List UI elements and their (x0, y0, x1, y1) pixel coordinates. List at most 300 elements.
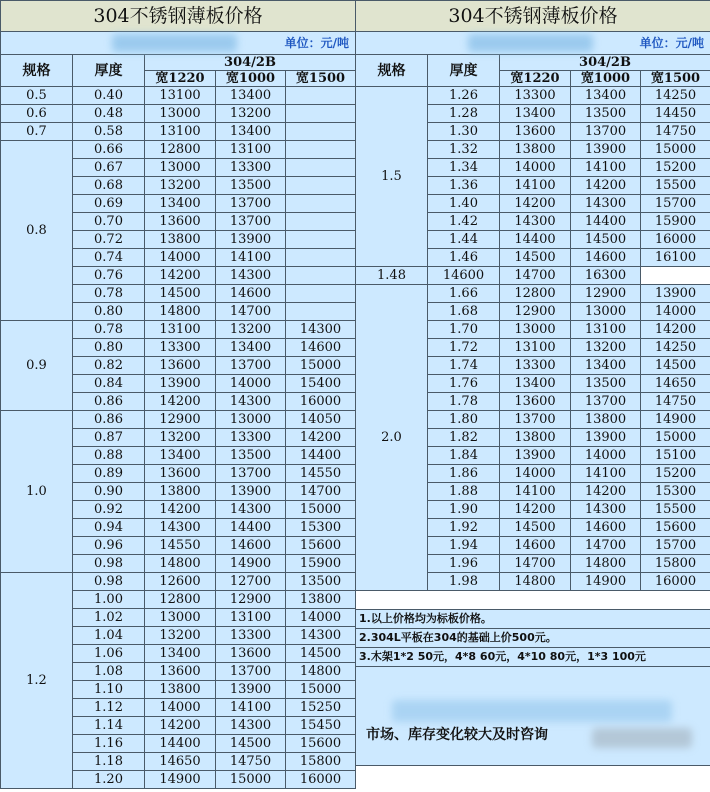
price-1500-cell (286, 123, 356, 141)
price-1000-cell: 13300 (216, 159, 286, 177)
price-1500-cell: 15600 (286, 537, 356, 555)
thickness-cell: 0.96 (73, 537, 145, 555)
price-1000-cell: 13200 (216, 321, 286, 339)
price-1500-cell: 15100 (641, 447, 710, 465)
price-1000-cell: 13700 (216, 357, 286, 375)
price-1500-cell: 14650 (641, 375, 710, 393)
spec-cell: 1.5 (356, 87, 428, 267)
price-1000-cell: 13100 (216, 609, 286, 627)
thickness-cell: 0.78 (73, 285, 145, 303)
price-1000-cell: 13700 (216, 663, 286, 681)
price-1500-cell: 15800 (286, 753, 356, 771)
thickness-cell: 0.69 (73, 195, 145, 213)
price-1500-cell: 14600 (286, 339, 356, 357)
price-1500-cell: 14550 (286, 465, 356, 483)
thickness-cell: 1.84 (428, 447, 500, 465)
price-1500-cell (286, 177, 356, 195)
price-1000-cell: 13200 (216, 105, 286, 123)
price-1220-cell: 14200 (145, 717, 216, 735)
price-1500-cell (286, 105, 356, 123)
price-1220-cell: 14600 (428, 267, 500, 285)
price-1500-cell: 15900 (286, 555, 356, 573)
thickness-cell: 0.58 (73, 123, 145, 141)
price-1500-cell: 14500 (286, 645, 356, 663)
price-1000-cell: 13000 (571, 303, 641, 321)
thickness-cell: 1.18 (73, 753, 145, 771)
price-1220-cell: 14500 (500, 249, 571, 267)
price-1000-cell: 13500 (216, 447, 286, 465)
header-grade: 304/2B (145, 55, 356, 71)
thickness-cell: 1.40 (428, 195, 500, 213)
price-1220-cell: 14100 (500, 177, 571, 195)
thickness-cell: 1.78 (428, 393, 500, 411)
price-1220-cell: 12800 (145, 591, 216, 609)
header-width-w1: 宽1220 (145, 71, 216, 87)
table-row (1, 573, 356, 591)
price-1500-cell: 14800 (286, 663, 356, 681)
thickness-cell: 1.02 (73, 609, 145, 627)
price-1500-cell: 13800 (286, 591, 356, 609)
thickness-cell: 0.74 (73, 249, 145, 267)
spec-cell: 0.6 (1, 105, 73, 123)
thickness-cell: 0.84 (73, 375, 145, 393)
price-1220-cell: 14700 (500, 555, 571, 573)
header-spec: 规格 (1, 55, 73, 87)
price-1220-cell: 13400 (145, 195, 216, 213)
price-1000-cell: 14600 (216, 285, 286, 303)
price-1220-cell: 13300 (500, 357, 571, 375)
price-1000-cell: 14800 (571, 555, 641, 573)
price-1500-cell: 14750 (641, 123, 710, 141)
price-1220-cell: 14800 (145, 303, 216, 321)
price-1220-cell: 13200 (145, 177, 216, 195)
price-1220-cell: 14000 (500, 465, 571, 483)
price-1000-cell: 13500 (216, 177, 286, 195)
table-title: 304不锈钢薄板价格 (1, 1, 356, 32)
table-row (1, 105, 356, 123)
table-row (1, 411, 356, 429)
price-1500-cell: 14200 (286, 429, 356, 447)
header-width-w1: 宽1220 (500, 71, 571, 87)
price-1220-cell: 13300 (500, 87, 571, 105)
price-1220-cell: 13100 (145, 321, 216, 339)
table-row (356, 267, 710, 285)
price-1220-cell: 13900 (500, 447, 571, 465)
price-1000-cell: 13400 (571, 87, 641, 105)
price-1000-cell: 13500 (571, 105, 641, 123)
price-1500-cell: 15900 (641, 213, 710, 231)
price-1000-cell: 13900 (216, 681, 286, 699)
thickness-cell: 1.04 (73, 627, 145, 645)
price-1220-cell: 13200 (145, 627, 216, 645)
price-1220-cell: 12800 (145, 141, 216, 159)
price-1000-cell: 14600 (571, 519, 641, 537)
thickness-cell: 1.34 (428, 159, 500, 177)
thickness-cell: 0.98 (73, 573, 145, 591)
price-1220-cell: 13400 (500, 375, 571, 393)
price-1000-cell: 14100 (216, 249, 286, 267)
blurred-contact-right (468, 34, 593, 52)
price-1000-cell: 13900 (216, 231, 286, 249)
thickness-cell: 1.14 (73, 717, 145, 735)
left-price-table (0, 0, 356, 789)
price-1220-cell: 14000 (145, 249, 216, 267)
header-width-w3: 宽1500 (286, 71, 356, 87)
price-1220-cell: 13400 (145, 447, 216, 465)
price-1500-cell: 15700 (641, 537, 710, 555)
price-1000-cell: 13700 (216, 195, 286, 213)
thickness-cell: 1.16 (73, 735, 145, 753)
thickness-cell: 0.89 (73, 465, 145, 483)
thickness-cell: 1.70 (428, 321, 500, 339)
price-1220-cell: 12800 (500, 285, 571, 303)
price-1220-cell: 13200 (145, 429, 216, 447)
thickness-cell: 1.68 (428, 303, 500, 321)
price-1500-cell (286, 303, 356, 321)
thickness-cell: 0.86 (73, 411, 145, 429)
thickness-cell: 0.92 (73, 501, 145, 519)
price-1500-cell: 14900 (641, 411, 710, 429)
price-1220-cell: 14200 (145, 393, 216, 411)
price-1500-cell: 13500 (286, 573, 356, 591)
price-1000-cell: 14500 (216, 735, 286, 753)
price-1220-cell: 13600 (145, 357, 216, 375)
price-1500-cell: 15300 (286, 519, 356, 537)
thickness-cell: 0.68 (73, 177, 145, 195)
price-1220-cell: 13600 (145, 663, 216, 681)
price-1500-cell (286, 231, 356, 249)
price-1220-cell: 14500 (145, 285, 216, 303)
price-1500-cell (286, 249, 356, 267)
price-1220-cell: 13400 (145, 645, 216, 663)
price-1000-cell: 13000 (216, 411, 286, 429)
price-1220-cell: 14200 (145, 267, 216, 285)
price-1000-cell: 14400 (216, 519, 286, 537)
price-1220-cell: 14400 (145, 735, 216, 753)
price-1000-cell: 14000 (571, 447, 641, 465)
thickness-cell: 0.80 (73, 303, 145, 321)
price-1220-cell: 14300 (145, 519, 216, 537)
price-1500-cell (286, 285, 356, 303)
price-1000-cell: 13500 (571, 375, 641, 393)
price-1220-cell: 13000 (500, 321, 571, 339)
header-thickness: 厚度 (428, 55, 500, 87)
note-1: 1.以上价格均为标板价格。 (356, 610, 710, 629)
price-1000-cell: 14300 (571, 501, 641, 519)
price-1500-cell: 15250 (286, 699, 356, 717)
price-1220-cell: 12900 (145, 411, 216, 429)
thickness-cell: 1.36 (428, 177, 500, 195)
price-1220-cell: 13100 (500, 339, 571, 357)
price-1220-cell: 13800 (145, 483, 216, 501)
note-2: 2.304L平板在304的基础上价500元。 (356, 629, 710, 648)
price-1220-cell: 13100 (145, 123, 216, 141)
price-1000-cell: 13300 (216, 429, 286, 447)
price-1000-cell: 14600 (216, 537, 286, 555)
price-1000-cell: 12900 (571, 285, 641, 303)
price-1500-cell: 13900 (641, 285, 710, 303)
price-1500-cell: 15600 (286, 735, 356, 753)
price-1220-cell: 14500 (500, 519, 571, 537)
price-1000-cell: 13400 (216, 339, 286, 357)
spec-cell: 0.7 (1, 123, 73, 141)
price-1000-cell: 14700 (500, 267, 571, 285)
price-1500-cell: 16000 (641, 231, 710, 249)
price-1500-cell: 14300 (286, 627, 356, 645)
price-1000-cell: 13700 (216, 213, 286, 231)
price-1500-cell: 15700 (641, 195, 710, 213)
spec-cell: 0.8 (1, 141, 73, 321)
header-grade: 304/2B (500, 55, 710, 71)
price-1000-cell: 14100 (571, 159, 641, 177)
price-1000-cell: 14500 (571, 231, 641, 249)
thickness-cell: 1.92 (428, 519, 500, 537)
price-1000-cell: 13400 (216, 123, 286, 141)
price-1220-cell: 13900 (145, 375, 216, 393)
table-title: 304不锈钢薄板价格 (356, 1, 710, 32)
thickness-cell: 1.08 (73, 663, 145, 681)
price-1500-cell: 15800 (641, 555, 710, 573)
thickness-cell: 1.30 (428, 123, 500, 141)
blurred-contact-banner (392, 700, 672, 722)
price-1000-cell: 14300 (216, 501, 286, 519)
price-1220-cell: 13600 (500, 123, 571, 141)
price-1220-cell: 13600 (145, 465, 216, 483)
price-1000-cell: 14300 (216, 393, 286, 411)
price-1500-cell: 16300 (571, 267, 641, 285)
price-1220-cell: 13800 (500, 141, 571, 159)
thickness-cell: 0.48 (73, 105, 145, 123)
unit-label: 单位：元/吨 (356, 32, 710, 55)
right-price-table (355, 0, 710, 766)
price-1000-cell: 14400 (571, 213, 641, 231)
thickness-cell: 1.90 (428, 501, 500, 519)
spec-cell: 2.0 (356, 285, 428, 591)
price-1000-cell: 12700 (216, 573, 286, 591)
price-1220-cell: 13600 (145, 213, 216, 231)
price-1000-cell: 15000 (216, 771, 286, 789)
spec-cell: 1.0 (1, 411, 73, 573)
thickness-cell: 1.48 (356, 267, 428, 285)
price-1500-cell: 15000 (286, 501, 356, 519)
price-1500-cell: 14000 (286, 609, 356, 627)
price-1500-cell: 15500 (641, 501, 710, 519)
price-1500-cell (286, 213, 356, 231)
thickness-cell: 1.94 (428, 537, 500, 555)
spec-cell: 0.9 (1, 321, 73, 411)
spec-cell: 0.5 (1, 87, 73, 105)
price-1000-cell: 14000 (216, 375, 286, 393)
thickness-cell: 1.32 (428, 141, 500, 159)
price-1220-cell: 14200 (500, 501, 571, 519)
price-1000-cell: 13200 (571, 339, 641, 357)
price-1000-cell: 14200 (571, 177, 641, 195)
price-1000-cell: 13400 (571, 357, 641, 375)
price-1500-cell (286, 195, 356, 213)
price-1220-cell: 13000 (145, 105, 216, 123)
price-1000-cell: 13900 (571, 141, 641, 159)
thickness-cell: 1.28 (428, 105, 500, 123)
price-1500-cell: 15200 (641, 159, 710, 177)
table-row (1, 87, 356, 105)
price-1500-cell: 15000 (286, 681, 356, 699)
thickness-cell: 0.82 (73, 357, 145, 375)
price-1220-cell: 13700 (500, 411, 571, 429)
price-1000-cell: 13700 (571, 393, 641, 411)
thickness-cell: 0.90 (73, 483, 145, 501)
thickness-cell: 0.94 (73, 519, 145, 537)
price-1220-cell: 14200 (500, 195, 571, 213)
thickness-cell: 0.76 (73, 267, 145, 285)
thickness-cell: 1.98 (428, 573, 500, 591)
price-1000-cell: 14100 (216, 699, 286, 717)
price-1500-cell: 15400 (286, 375, 356, 393)
thickness-cell: 0.67 (73, 159, 145, 177)
price-1220-cell: 14800 (145, 555, 216, 573)
price-1220-cell: 14600 (500, 537, 571, 555)
price-1500-cell (286, 159, 356, 177)
price-1000-cell: 14300 (216, 717, 286, 735)
price-1500-cell: 14500 (641, 357, 710, 375)
thickness-cell: 1.74 (428, 357, 500, 375)
price-1500-cell: 15500 (641, 177, 710, 195)
price-1220-cell: 13800 (500, 429, 571, 447)
price-1220-cell: 14000 (500, 159, 571, 177)
note-3: 3.木架1*2 50元，4*8 60元，4*10 80元，1*3 100元 (356, 648, 710, 667)
price-1500-cell: 15300 (641, 483, 710, 501)
header-thickness: 厚度 (73, 55, 145, 87)
price-1000-cell: 13600 (216, 645, 286, 663)
price-1220-cell: 14900 (145, 771, 216, 789)
thickness-cell: 0.70 (73, 213, 145, 231)
price-1500-cell (286, 267, 356, 285)
price-1220-cell: 14000 (145, 699, 216, 717)
price-1000-cell: 14300 (571, 195, 641, 213)
header-width-w3: 宽1500 (641, 71, 710, 87)
thickness-cell: 1.42 (428, 213, 500, 231)
market-notice: 市场、库存变化较大及时咨询 (366, 727, 548, 743)
thickness-cell: 1.20 (73, 771, 145, 789)
price-1500-cell: 14450 (641, 105, 710, 123)
spacer-row (356, 591, 710, 610)
thickness-cell: 1.10 (73, 681, 145, 699)
table-row (356, 87, 710, 105)
price-1000-cell: 14900 (571, 573, 641, 591)
price-1220-cell: 13800 (145, 681, 216, 699)
price-1220-cell: 12600 (145, 573, 216, 591)
price-1000-cell: 12900 (216, 591, 286, 609)
thickness-cell: 0.66 (73, 141, 145, 159)
price-1500-cell: 16000 (641, 573, 710, 591)
thickness-cell: 1.88 (428, 483, 500, 501)
price-1220-cell: 13800 (145, 231, 216, 249)
table-row (1, 141, 356, 159)
price-1220-cell: 14300 (500, 213, 571, 231)
price-1000-cell: 14200 (571, 483, 641, 501)
header-spec: 规格 (356, 55, 428, 87)
price-1500-cell: 14000 (641, 303, 710, 321)
thickness-cell: 0.86 (73, 393, 145, 411)
thickness-cell: 1.72 (428, 339, 500, 357)
thickness-cell: 0.87 (73, 429, 145, 447)
price-1220-cell: 14650 (145, 753, 216, 771)
price-1000-cell: 13700 (571, 123, 641, 141)
thickness-cell: 0.88 (73, 447, 145, 465)
price-1220-cell: 14550 (145, 537, 216, 555)
price-1500-cell: 14050 (286, 411, 356, 429)
price-1000-cell: 14100 (571, 465, 641, 483)
thickness-cell: 1.80 (428, 411, 500, 429)
price-1000-cell: 14700 (216, 303, 286, 321)
price-1220-cell: 13000 (145, 609, 216, 627)
price-1220-cell: 14200 (145, 501, 216, 519)
price-1000-cell: 13100 (571, 321, 641, 339)
spec-cell: 1.2 (1, 573, 73, 789)
price-1220-cell: 12900 (500, 303, 571, 321)
price-1000-cell: 13100 (216, 141, 286, 159)
price-1500-cell: 14300 (286, 321, 356, 339)
price-1500-cell (286, 87, 356, 105)
price-1000-cell: 14750 (216, 753, 286, 771)
price-1220-cell: 13300 (145, 339, 216, 357)
header-width-w2: 宽1000 (216, 71, 286, 87)
thickness-cell: 1.26 (428, 87, 500, 105)
price-1000-cell: 13900 (216, 483, 286, 501)
thickness-cell: 0.40 (73, 87, 145, 105)
price-1500-cell: 16000 (286, 393, 356, 411)
price-1000-cell: 13900 (571, 429, 641, 447)
price-1500-cell: 14200 (641, 321, 710, 339)
thickness-cell: 1.06 (73, 645, 145, 663)
price-1500-cell: 15000 (641, 429, 710, 447)
price-1000-cell: 14900 (216, 555, 286, 573)
thickness-cell: 0.80 (73, 339, 145, 357)
price-1500-cell: 14400 (286, 447, 356, 465)
price-1500-cell: 15000 (641, 141, 710, 159)
table-row (356, 285, 710, 303)
thickness-cell: 0.78 (73, 321, 145, 339)
price-1500-cell: 14250 (641, 87, 710, 105)
price-1000-cell: 14300 (216, 267, 286, 285)
price-1000-cell: 14700 (571, 537, 641, 555)
price-1500-cell (286, 141, 356, 159)
thickness-cell: 1.44 (428, 231, 500, 249)
price-1220-cell: 13400 (500, 105, 571, 123)
price-1000-cell: 13800 (571, 411, 641, 429)
thickness-cell: 1.76 (428, 375, 500, 393)
price-1220-cell: 13600 (500, 393, 571, 411)
price-1000-cell: 13300 (216, 627, 286, 645)
thickness-cell: 1.66 (428, 285, 500, 303)
price-1500-cell: 15450 (286, 717, 356, 735)
thickness-cell: 0.98 (73, 555, 145, 573)
price-1500-cell: 14700 (286, 483, 356, 501)
price-1500-cell: 15200 (641, 465, 710, 483)
price-1220-cell: 14100 (500, 483, 571, 501)
price-1000-cell: 14600 (571, 249, 641, 267)
thickness-cell: 1.12 (73, 699, 145, 717)
thickness-cell: 1.96 (428, 555, 500, 573)
unit-label: 单位：元/吨 (1, 32, 356, 55)
blurred-contact-phone (592, 728, 692, 748)
price-1500-cell: 16100 (641, 249, 710, 267)
table-row (1, 123, 356, 141)
price-1500-cell: 15600 (641, 519, 710, 537)
price-1500-cell: 14250 (641, 339, 710, 357)
price-1220-cell: 14400 (500, 231, 571, 249)
blurred-contact-left (112, 34, 237, 52)
price-1500-cell: 14750 (641, 393, 710, 411)
